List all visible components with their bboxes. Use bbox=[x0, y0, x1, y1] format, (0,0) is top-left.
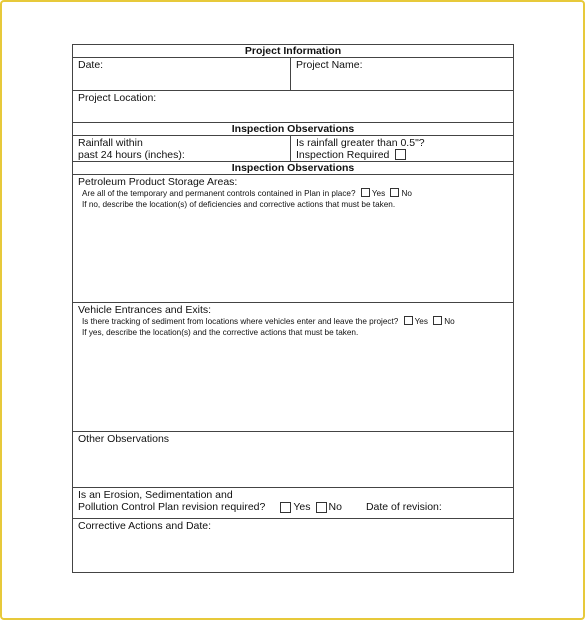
revision-yes-checkbox[interactable] bbox=[280, 502, 291, 513]
vehicle-yes-checkbox[interactable] bbox=[404, 316, 413, 325]
petroleum-yes-checkbox[interactable] bbox=[361, 188, 370, 197]
revision-no-label: No bbox=[328, 501, 342, 513]
vehicle-instruction: If yes, describe the location(s) and the corrective actions that must be taken. bbox=[82, 328, 359, 337]
revision-question-line2: Pollution Control Plan revision required? bbox=[78, 501, 266, 513]
revision-no-checkbox[interactable] bbox=[316, 502, 327, 513]
inspection-required-label: Inspection Required bbox=[296, 149, 390, 161]
petroleum-no-checkbox[interactable] bbox=[390, 188, 399, 197]
other-observations-label: Other Observations bbox=[78, 433, 170, 445]
vehicle-yes-label: Yes bbox=[414, 317, 428, 326]
date-project-name-row bbox=[73, 58, 513, 91]
rainfall-greater-label: Is rainfall greater than 0.5"? bbox=[296, 137, 425, 149]
corrective-actions-field[interactable] bbox=[73, 519, 513, 573]
inspection-required-checkbox[interactable] bbox=[395, 149, 406, 160]
revision-date-label: Date of revision: bbox=[365, 501, 442, 513]
inspection-form bbox=[72, 44, 514, 573]
inspection-observations-title-2: Inspection Observations bbox=[231, 162, 355, 174]
vehicle-question: Is there tracking of sediment from locations where vehicles enter and leave the project? bbox=[82, 317, 399, 326]
project-information-header bbox=[73, 45, 513, 58]
petroleum-section[interactable] bbox=[73, 175, 513, 303]
project-information-title: Project Information bbox=[244, 45, 342, 57]
date-field[interactable] bbox=[73, 58, 291, 90]
revision-question-line1: Is an Erosion, Sedimentation and bbox=[78, 489, 233, 501]
rainfall-greater-field bbox=[291, 136, 513, 161]
vehicle-section[interactable] bbox=[73, 303, 513, 432]
petroleum-question-line bbox=[73, 188, 513, 199]
project-name-label: Project Name: bbox=[296, 59, 363, 71]
date-label: Date: bbox=[78, 59, 104, 71]
vehicle-title: Vehicle Entrances and Exits: bbox=[78, 304, 212, 316]
vehicle-no-checkbox[interactable] bbox=[433, 316, 442, 325]
corrective-actions-label: Corrective Actions and Date: bbox=[78, 520, 212, 532]
petroleum-yes-label: Yes bbox=[371, 189, 386, 198]
revision-yes-label: Yes bbox=[293, 501, 311, 513]
project-name-field[interactable] bbox=[291, 58, 513, 90]
vehicle-question-line bbox=[73, 316, 513, 327]
petroleum-instruction: If no, describe the location(s) of deficiencies and corrective actions that must be taken. bbox=[82, 200, 396, 209]
rainfall-field[interactable] bbox=[73, 136, 291, 161]
petroleum-question: Are all of the temporary and permanent controls contained in Plan in place? bbox=[82, 189, 356, 198]
inspection-observations-header-2 bbox=[73, 162, 513, 175]
petroleum-title: Petroleum Product Storage Areas: bbox=[78, 176, 238, 188]
rainfall-row bbox=[73, 136, 513, 162]
inspection-observations-header-1 bbox=[73, 123, 513, 136]
inspection-observations-title-1: Inspection Observations bbox=[231, 123, 355, 135]
plan-revision-row bbox=[73, 488, 513, 519]
project-location-field[interactable] bbox=[73, 91, 513, 123]
other-observations-field[interactable] bbox=[73, 432, 513, 488]
petroleum-no-label: No bbox=[401, 189, 412, 198]
project-location-label: Project Location: bbox=[78, 92, 157, 104]
vehicle-no-label: No bbox=[444, 317, 455, 326]
rainfall-label-line1: Rainfall within bbox=[78, 137, 143, 149]
rainfall-label-line2: past 24 hours (inches): bbox=[78, 149, 185, 161]
